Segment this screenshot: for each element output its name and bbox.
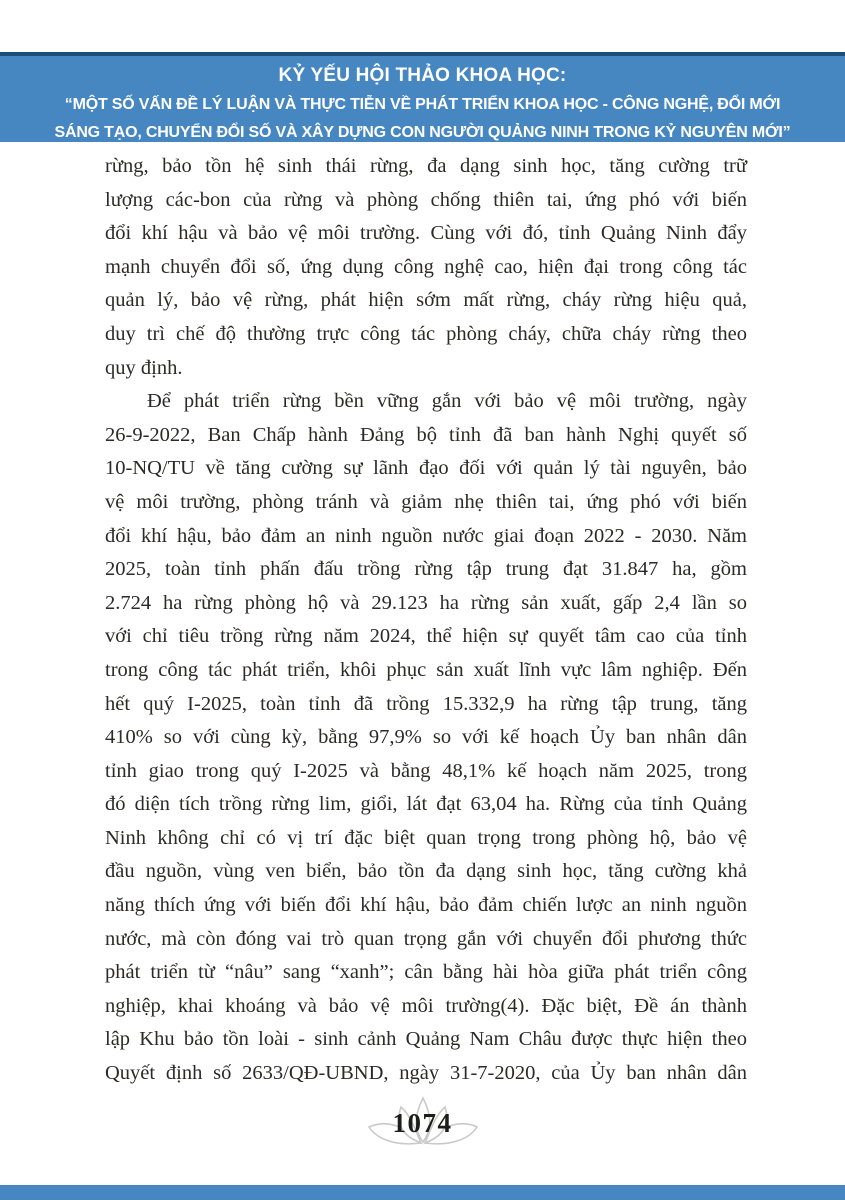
proceedings-subtitle xyxy=(0,91,845,147)
text-line: quy định. xyxy=(105,356,183,379)
text-line: vệ môi trường, phòng tránh và giảm nhẹ thiên tai, ứng phó với biến xyxy=(105,490,747,513)
text-line: tỉnh giao trong quý I-2025 và bằng 48,1% kế hoạch năm 2025, trong xyxy=(105,759,747,782)
text-line: nghiệp, khai khoáng và bảo vệ môi trường(4). Đặc biệt, Đề án thành xyxy=(105,994,747,1017)
proceedings-subtitle-line1: “MỘT SỐ VẤN ĐỀ LÝ LUẬN VÀ THỰC TIỄN VỀ PHÁT TRIỂN KHOA HỌC - CÔNG NGHỆ, ĐỔI MỚI xyxy=(64,96,781,113)
text-line: 26-9-2022, Ban Chấp hành Đảng bộ tỉnh đã ban hành Nghị quyết số xyxy=(105,423,747,446)
text-line: đó diện tích trồng rừng lim, giổi, lát đạt 63,04 ha. Rừng của tỉnh Quảng xyxy=(105,793,747,816)
footer-band xyxy=(0,1185,845,1200)
text-line: lập Khu bảo tồn loài - sinh cảnh Quảng Nam Châu được thực hiện theo xyxy=(105,1028,747,1051)
body-text xyxy=(105,150,747,1091)
text-line: nước, mà còn đóng vai trò quan trọng gắn với chuyển đổi phương thức xyxy=(105,927,747,950)
text-line: Để phát triển rừng bền vững gắn với bảo vệ môi trường, ngày xyxy=(147,390,747,413)
text-line: đổi khí hậu, bảo đảm an ninh nguồn nước giai đoạn 2022 - 2030. Năm xyxy=(105,524,747,547)
text-line: lượng các-bon của rừng và phòng chống thiên tai, ứng phó với biến xyxy=(105,188,747,211)
text-line: 2025, toàn tỉnh phấn đấu trồng rừng tập trung đạt 31.847 ha, gồm xyxy=(105,558,747,581)
text-line: rừng, bảo tồn hệ sinh thái rừng, đa dạng sinh học, tăng cường trữ xyxy=(105,155,747,177)
text-line: hết quý I-2025, toàn tỉnh đã trồng 15.332,9 ha rừng tập trung, tăng xyxy=(105,692,747,715)
text-line: 410% so với cùng kỳ, bằng 97,9% so với kế hoạch Ủy ban nhân dân xyxy=(105,726,747,749)
text-line: Quyết định số 2633/QĐ-UBND, ngày 31-7-2020, của Ủy ban nhân dân xyxy=(105,1062,747,1085)
page-number: 1074 xyxy=(392,1108,453,1138)
proceedings-subtitle-line2: SÁNG TẠO, CHUYỂN ĐỔI SỐ VÀ XÂY DỰNG CON NGƯỜI QUẢNG NINH TRONG KỶ NGUYÊN MỚI” xyxy=(54,124,791,141)
text-line: đổi khí hậu và bảo vệ môi trường. Cùng với đó, tỉnh Quảng Ninh đẩy xyxy=(105,222,747,245)
text-line: đầu nguồn, vùng ven biển, bảo tồn đa dạng sinh học, tăng cường khả xyxy=(105,860,747,883)
text-line: 2.724 ha rừng phòng hộ và 29.123 ha rừng sản xuất, gấp 2,4 lần so xyxy=(105,591,747,614)
text-line: mạnh chuyển đổi số, ứng dụng công nghệ cao, hiện đại trong công tác xyxy=(105,255,747,278)
text-line: Ninh không chỉ có vị trí đặc biệt quan trọng trong phòng hộ, bảo vệ xyxy=(105,826,747,849)
paragraph xyxy=(105,150,747,385)
text-line: phát triển từ “nâu” sang “xanh”; cân bằng hài hòa giữa phát triển công xyxy=(105,961,747,984)
text-line: với chỉ tiêu trồng rừng năm 2024, thể hiện sự quyết tâm cao của tỉnh xyxy=(105,625,747,648)
text-line: 10-NQ/TU về tăng cường sự lãnh đạo đối với quản lý tài nguyên, bảo xyxy=(105,457,747,480)
text-line: năng thích ứng với biến đổi khí hậu, bảo đảm chiến lược an ninh nguồn xyxy=(105,894,747,917)
proceedings-title: KỶ YẾU HỘI THẢO KHOA HỌC: xyxy=(278,65,567,86)
text-line: duy trì chế độ thường trực công tác phòng cháy, chữa cháy rừng theo xyxy=(105,322,747,345)
paragraph xyxy=(105,385,747,1090)
text-line: trong công tác phát triển, khôi phục sản xuất lĩnh vực lâm nghiệp. Đến xyxy=(105,658,747,681)
header-band xyxy=(0,52,845,142)
text-line: quản lý, bảo vệ rừng, phát hiện sớm mất rừng, cháy rừng hiệu quả, xyxy=(105,289,747,312)
